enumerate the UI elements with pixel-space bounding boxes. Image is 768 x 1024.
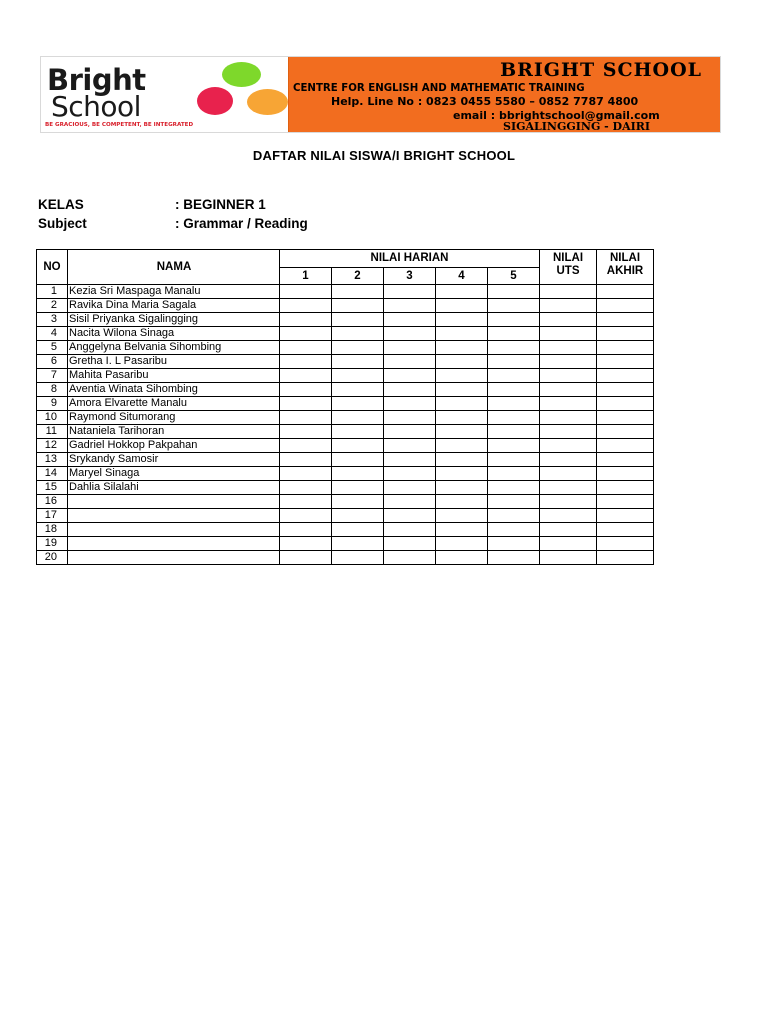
row-number: 20 [37,551,68,565]
header-day-5: 5 [488,268,540,285]
grade-cell-day-3 [384,369,436,383]
grade-cell-day-2 [332,481,384,495]
grade-cell-uts [540,481,597,495]
row-number: 13 [37,453,68,467]
grade-cell-day-5 [488,355,540,369]
grade-cell-day-1 [280,369,332,383]
grade-cell-akhir [597,341,654,355]
grade-cell-day-1 [280,523,332,537]
grade-cell-day-1 [280,313,332,327]
grade-cell-uts [540,299,597,313]
student-name: Amora Elvarette Manalu [68,397,280,411]
school-location: SIGALINGGING - DAIRI [503,120,651,133]
logo-red-dot [197,87,233,115]
grade-cell-day-2 [332,313,384,327]
row-number: 16 [37,495,68,509]
table-row [37,495,654,509]
logo-word-bright: Bright [47,63,146,97]
grade-cell-akhir [597,551,654,565]
grade-cell-uts [540,495,597,509]
school-email: email : bbrightschool@gmail.com [453,109,660,122]
grade-cell-day-5 [488,285,540,299]
grade-cell-akhir [597,397,654,411]
row-number: 4 [37,327,68,341]
grade-cell-day-4 [436,439,488,453]
row-number: 19 [37,537,68,551]
row-number: 8 [37,383,68,397]
grade-cell-day-1 [280,425,332,439]
student-name: Mahita Pasaribu [68,369,280,383]
grade-cell-akhir [597,411,654,425]
grade-cell-day-3 [384,537,436,551]
row-number: 17 [37,509,68,523]
grade-cell-day-4 [436,551,488,565]
logo-orange-dot [247,89,288,115]
grade-cell-day-2 [332,453,384,467]
grade-cell-uts [540,425,597,439]
student-name: Aventia Winata Sihombing [68,383,280,397]
grade-cell-akhir [597,523,654,537]
table-row [37,369,654,383]
student-name: Gadriel Hokkop Pakpahan [68,439,280,453]
document-title: DAFTAR NILAI SISWA/I BRIGHT SCHOOL [252,148,516,163]
student-name: Anggelyna Belvania Sihombing [68,341,280,355]
grade-cell-uts [540,411,597,425]
grade-cell-day-4 [436,341,488,355]
row-number: 11 [37,425,68,439]
grade-cell-day-2 [332,341,384,355]
row-number: 18 [37,523,68,537]
grade-cell-day-1 [280,327,332,341]
grade-cell-day-1 [280,383,332,397]
kelas-label: KELAS [38,197,84,212]
table-row [37,509,654,523]
grade-cell-day-2 [332,439,384,453]
grade-cell-day-5 [488,523,540,537]
grade-cell-day-4 [436,397,488,411]
grade-cell-day-1 [280,397,332,411]
grade-cell-day-3 [384,509,436,523]
grade-cell-day-2 [332,537,384,551]
table-row [37,411,654,425]
table-row [37,355,654,369]
school-name: BRIGHT SCHOOL [500,59,702,81]
row-number: 14 [37,467,68,481]
school-info-panel [289,57,720,132]
grade-cell-day-5 [488,341,540,355]
header-nilai-akhir [597,250,654,285]
grade-cell-day-3 [384,439,436,453]
grade-cell-day-1 [280,509,332,523]
grades-table [36,249,654,565]
grade-cell-day-1 [280,481,332,495]
kelas-value: : BEGINNER 1 [175,197,266,212]
grade-cell-day-3 [384,397,436,411]
header-day-1: 1 [280,268,332,285]
table-row [37,383,654,397]
grade-cell-uts [540,369,597,383]
school-logo [41,57,289,132]
grade-cell-day-5 [488,509,540,523]
grade-cell-day-5 [488,453,540,467]
meta-kelas [38,197,266,212]
grade-cell-akhir [597,453,654,467]
row-number: 10 [37,411,68,425]
grade-cell-day-2 [332,467,384,481]
grade-cell-day-2 [332,425,384,439]
row-number: 1 [37,285,68,299]
table-row [37,313,654,327]
grade-cell-day-5 [488,397,540,411]
grade-cell-day-5 [488,411,540,425]
grade-cell-day-2 [332,327,384,341]
grade-cell-day-3 [384,467,436,481]
row-number: 15 [37,481,68,495]
school-subtitle: CENTRE FOR ENGLISH AND MATHEMATIC TRAINING [293,83,585,94]
table-row [37,341,654,355]
table-row [37,481,654,495]
row-number: 12 [37,439,68,453]
grade-cell-day-3 [384,411,436,425]
grade-cell-day-3 [384,453,436,467]
header-akhir-line1: NILAI [609,252,641,264]
student-name: Nacita Wilona Sinaga [68,327,280,341]
student-name: Srykandy Samosir [68,453,280,467]
grade-cell-akhir [597,537,654,551]
grade-cell-day-3 [384,523,436,537]
grade-cell-day-2 [332,285,384,299]
grade-cell-day-1 [280,285,332,299]
grade-cell-uts [540,383,597,397]
subject-label: Subject [38,216,87,231]
grade-cell-day-5 [488,313,540,327]
grade-cell-day-2 [332,355,384,369]
meta-subject [38,216,308,231]
grade-cell-day-4 [436,425,488,439]
row-number: 7 [37,369,68,383]
grade-cell-akhir [597,495,654,509]
table-row [37,425,654,439]
grade-cell-akhir [597,285,654,299]
grade-cell-day-1 [280,551,332,565]
grade-cell-day-4 [436,313,488,327]
grade-cell-uts [540,397,597,411]
header-nama: NAMA [68,250,280,285]
grades-body [37,285,654,565]
grade-cell-day-2 [332,411,384,425]
grade-cell-day-4 [436,383,488,397]
grade-cell-day-3 [384,341,436,355]
school-banner [40,56,721,133]
table-row [37,453,654,467]
grade-cell-day-5 [488,425,540,439]
grade-cell-akhir [597,369,654,383]
grade-cell-day-2 [332,495,384,509]
grade-cell-day-3 [384,383,436,397]
grade-cell-day-1 [280,537,332,551]
logo-green-dot [222,62,261,87]
grade-cell-day-2 [332,299,384,313]
grade-cell-day-1 [280,439,332,453]
table-row [37,299,654,313]
grade-cell-day-1 [280,495,332,509]
student-name: Ravika Dina Maria Sagala [68,299,280,313]
grade-cell-akhir [597,327,654,341]
row-number: 5 [37,341,68,355]
logo-tagline: BE GRACIOUS, BE COMPETENT, BE INTEGRATED [45,122,194,128]
grade-cell-day-4 [436,299,488,313]
subject-value: : Grammar / Reading [175,216,308,231]
grade-cell-day-4 [436,495,488,509]
row-number: 3 [37,313,68,327]
grade-cell-day-2 [332,397,384,411]
grade-cell-akhir [597,467,654,481]
grade-cell-uts [540,523,597,537]
student-name: Sisil Priyanka Sigalingging [68,313,280,327]
school-helpline: Help. Line No : 0823 0455 5580 – 0852 7787 4800 [331,95,639,108]
grade-cell-akhir [597,299,654,313]
header-nilai-uts [540,250,597,285]
grade-cell-day-3 [384,481,436,495]
grade-cell-day-3 [384,327,436,341]
grade-cell-akhir [597,439,654,453]
header-uts-line1: NILAI [552,252,584,264]
student-name [68,495,280,509]
grade-cell-day-2 [332,523,384,537]
header-akhir-line2: AKHIR [606,265,644,277]
table-row [37,285,654,299]
table-row [37,537,654,551]
grade-cell-day-5 [488,467,540,481]
student-name: Nataniela Tarihoran [68,425,280,439]
grade-cell-day-4 [436,327,488,341]
grade-cell-day-2 [332,369,384,383]
grade-cell-day-4 [436,285,488,299]
table-row [37,397,654,411]
grade-cell-day-5 [488,537,540,551]
grade-cell-day-2 [332,509,384,523]
grade-cell-uts [540,551,597,565]
grade-cell-day-4 [436,411,488,425]
logo-word-school: School [51,90,141,123]
grade-cell-day-5 [488,369,540,383]
header-nilai-harian: NILAI HARIAN [280,250,540,268]
grade-cell-uts [540,355,597,369]
header-day-4: 4 [436,268,488,285]
grade-cell-uts [540,537,597,551]
grade-cell-uts [540,285,597,299]
grade-cell-day-1 [280,467,332,481]
student-name [68,523,280,537]
grade-cell-day-4 [436,467,488,481]
student-name: Dahlia Silalahi [68,481,280,495]
grade-cell-day-4 [436,481,488,495]
grade-cell-day-3 [384,355,436,369]
grade-cell-day-1 [280,341,332,355]
grade-cell-uts [540,313,597,327]
grade-cell-akhir [597,425,654,439]
table-row [37,439,654,453]
grade-cell-day-3 [384,299,436,313]
grade-cell-akhir [597,383,654,397]
grade-cell-day-3 [384,425,436,439]
student-name [68,509,280,523]
grade-cell-day-1 [280,411,332,425]
grade-cell-day-5 [488,383,540,397]
student-name [68,537,280,551]
grade-cell-day-5 [488,439,540,453]
grade-cell-akhir [597,509,654,523]
student-name: Gretha I. L Pasaribu [68,355,280,369]
grade-cell-akhir [597,355,654,369]
student-name [68,551,280,565]
grade-cell-uts [540,509,597,523]
table-row [37,327,654,341]
grade-cell-day-5 [488,551,540,565]
grade-cell-day-4 [436,355,488,369]
row-number: 9 [37,397,68,411]
grade-cell-day-1 [280,355,332,369]
grade-cell-day-3 [384,285,436,299]
table-row [37,551,654,565]
grade-cell-day-4 [436,509,488,523]
student-name: Kezia Sri Maspaga Manalu [68,285,280,299]
grade-cell-day-4 [436,537,488,551]
row-number: 2 [37,299,68,313]
grade-cell-akhir [597,481,654,495]
grade-cell-uts [540,467,597,481]
table-row [37,467,654,481]
header-uts-line2: UTS [556,265,580,277]
grade-cell-day-5 [488,299,540,313]
grade-cell-day-4 [436,369,488,383]
grade-cell-day-5 [488,481,540,495]
grade-cell-day-4 [436,523,488,537]
student-name: Maryel Sinaga [68,467,280,481]
grade-cell-day-3 [384,495,436,509]
grade-cell-day-5 [488,327,540,341]
grade-cell-day-2 [332,383,384,397]
grade-cell-day-4 [436,453,488,467]
grade-cell-uts [540,453,597,467]
grade-cell-uts [540,341,597,355]
row-number: 6 [37,355,68,369]
grade-cell-day-3 [384,551,436,565]
grade-cell-day-2 [332,551,384,565]
grade-cell-day-1 [280,453,332,467]
header-day-2: 2 [332,268,384,285]
header-day-3: 3 [384,268,436,285]
grade-cell-uts [540,327,597,341]
student-name: Raymond Situmorang [68,411,280,425]
grade-cell-day-5 [488,495,540,509]
grade-cell-uts [540,439,597,453]
grade-cell-day-1 [280,299,332,313]
grade-cell-day-3 [384,313,436,327]
table-row [37,523,654,537]
header-no: NO [37,250,68,285]
grade-cell-akhir [597,313,654,327]
